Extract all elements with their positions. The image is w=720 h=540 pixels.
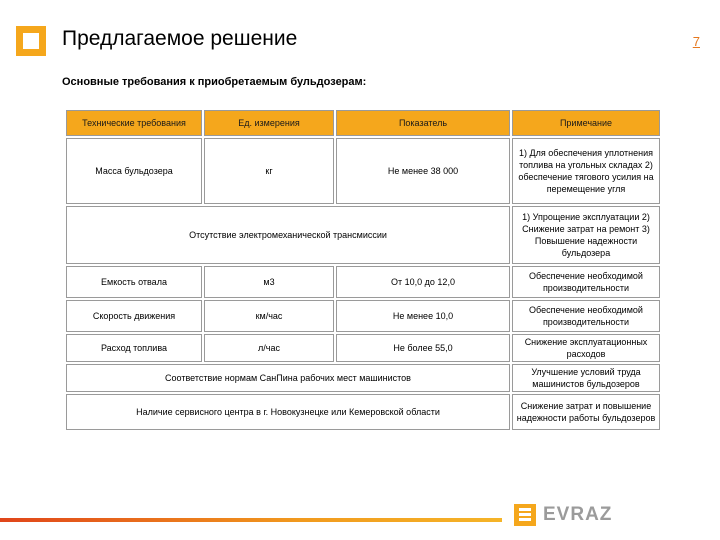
evraz-logo-icon	[514, 504, 536, 526]
column-header-note: Примечание	[512, 110, 660, 136]
column-header-requirement: Технические требования	[66, 110, 202, 136]
merged-requirement-cell: Соответствие нормам СанПина рабочих мест машинистов	[66, 364, 510, 392]
table-row	[66, 334, 660, 362]
requirement-cell: Скорость движения	[66, 300, 202, 332]
corner-logo-icon	[16, 26, 46, 56]
unit-cell: км/час	[204, 300, 334, 332]
page-number: 7	[692, 34, 700, 49]
merged-requirement-cell: Наличие сервисного центра в г. Новокузнецке или Кемеровской области	[66, 394, 510, 430]
column-header-unit: Ед. измерения	[204, 110, 334, 136]
note-cell: Обеспечение необходимой производительности	[512, 266, 660, 298]
value-cell: От 10,0 до 12,0	[336, 266, 510, 298]
note-cell: Улучшение условий труда машинистов бульдозеров	[512, 364, 660, 392]
requirement-cell: Расход топлива	[66, 334, 202, 362]
table-row	[66, 206, 660, 264]
column-header-value: Показатель	[336, 110, 510, 136]
note-cell: 1) Для обеспечения уплотнения топлива на угольных складах 2) обеспечение тягового усилия на перемещение угля	[512, 138, 660, 204]
merged-requirement-cell: Отсутствие электромеханической трансмиссии	[66, 206, 510, 264]
unit-cell: м3	[204, 266, 334, 298]
value-cell: Не более 55,0	[336, 334, 510, 362]
table-row	[66, 300, 660, 332]
note-cell: Снижение затрат и повышение надежности работы бульдозеров	[512, 394, 660, 430]
table-row	[66, 266, 660, 298]
unit-cell: кг	[204, 138, 334, 204]
table-header-row	[66, 110, 660, 136]
table-row	[66, 394, 660, 430]
requirements-table-container	[64, 108, 662, 432]
value-cell: Не менее 38 000	[336, 138, 510, 204]
value-cell: Не менее 10,0	[336, 300, 510, 332]
brand-name: EVRAZ	[543, 504, 613, 525]
table-row	[66, 138, 660, 204]
note-cell: 1) Упрощение эксплуатации 2) Снижение затрат на ремонт 3) Повышение надежности бульдозера	[512, 206, 660, 264]
page-title: Предлагаемое решение	[62, 27, 298, 50]
requirements-table	[64, 108, 662, 432]
note-cell: Обеспечение необходимой производительности	[512, 300, 660, 332]
table-caption: Основные требования к приобретаемым бульдозерам:	[62, 76, 367, 88]
footer-logo	[514, 503, 612, 527]
requirement-cell: Масса бульдозера	[66, 138, 202, 204]
note-cell: Снижение эксплуатационных расходов	[512, 334, 660, 362]
unit-cell: л/час	[204, 334, 334, 362]
footer-accent-bar	[0, 518, 502, 522]
table-row	[66, 364, 660, 392]
requirement-cell: Емкость отвала	[66, 266, 202, 298]
